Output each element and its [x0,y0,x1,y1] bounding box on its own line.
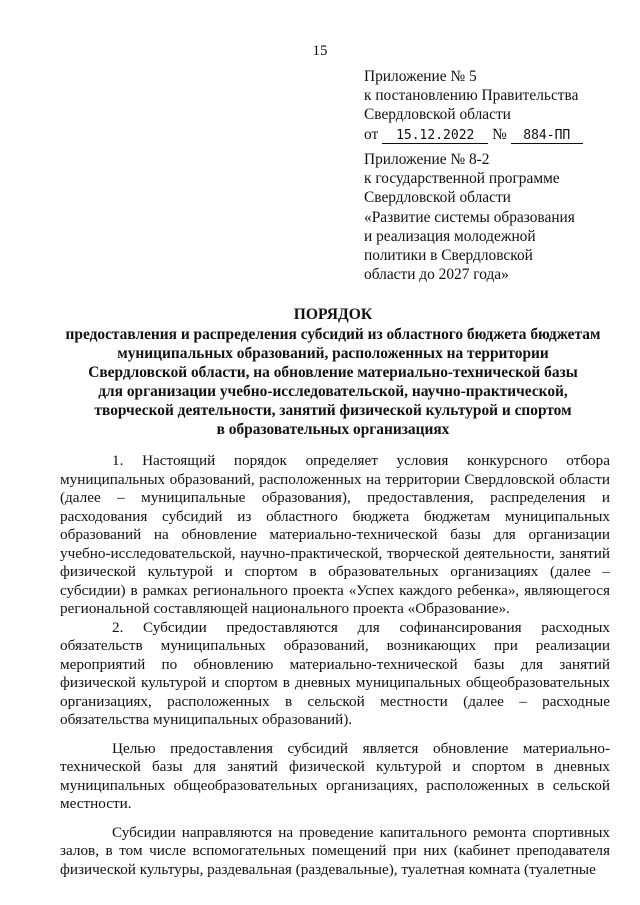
appendix-5-line2: к постановлению Правительства [364,87,579,105]
title-heading: ПОРЯДОК [293,306,373,323]
decree-date: 15.12.2022 [382,128,488,144]
title-line: в образовательных организациях [216,421,450,438]
paragraph-2: 2. Субсидии предоставляются для софинансирования расходных обязательств муниципальных образований, возникающих при реализации мероприятий по обновлению материально-технической базы для занятий физической культурой и спортом в дневных муниципальных общеобразовательных организациях, расположенных в сельской местности (далее – расходные обязательства муниципальных образований). [60,618,610,728]
appendix-8-2-line: Свердловской области [364,189,511,207]
appendix-5-date-line [364,125,614,144]
title-line: предоставления и распределения субсидий из областного бюджета бюджетам [65,326,601,343]
appendix-8-2-line: области до 2027 года» [364,266,509,284]
title-line: Свердловской области, на обновление материально-технической базы [88,364,578,381]
title-line: для организации учебно-исследовательской, научно-практической, [98,383,568,400]
paragraph-3: Целью предоставления субсидий является обновление материально-технической базы для занятий физической культурой и спортом в дневных муниципальных общеобразовательных организациях, расположенных в сельской местности. [60,739,610,812]
document-title [60,305,606,439]
appendix-8-2-line: и реализация молодежной [364,227,536,245]
paragraph-1: 1. Настоящий порядок определяет условия конкурсного отбора муниципальных образований, расположенных на территории Свердловской области (далее – муниципальные образования), предоставления, распределения и расходования субсидий из областного бюджета бюджетам муниципальных образований на обновление материально-технической базы для организации учебно-исследовательской, научно-практической, творческой деятельности, занятий физической культурой и спортом в образовательных организациях (далее – субсидии) в рамках регионального проекта «Успех каждого ребенка», являющегося региональной составляющей национального проекта «Образование». [60,452,610,617]
appendix-5-block [364,67,614,144]
appendix-5-line1: Приложение № 5 [364,68,477,85]
page-number: 15 [312,43,328,59]
appendix-8-2-line: Приложение № 8-2 [364,151,490,168]
date-prefix: от [364,125,379,143]
appendix-5-line3: Свердловской области [364,106,511,124]
appendix-8-2-line: политики в Свердловской [364,247,533,265]
appendix-8-2-line: «Развитие системы образования [364,208,575,226]
number-prefix: № [492,125,507,143]
appendix-8-2-line: к государственной программе [364,170,560,188]
appendix-8-2-block [364,150,614,284]
title-line: творческой деятельности, занятий физической культурой и спортом [94,402,572,419]
paragraph-4: Субсидии направляются на проведение капитального ремонта спортивных залов, в том числе вспомогательных помещений при них (кабинет преподавателя физической культуры, раздевальная (раздевальные), туалетная комната (туалетные [60,823,610,878]
decree-number: 884-ПП [511,128,583,144]
document-body [60,452,610,879]
title-line: муниципальных образований, расположенных на территории [117,345,549,362]
